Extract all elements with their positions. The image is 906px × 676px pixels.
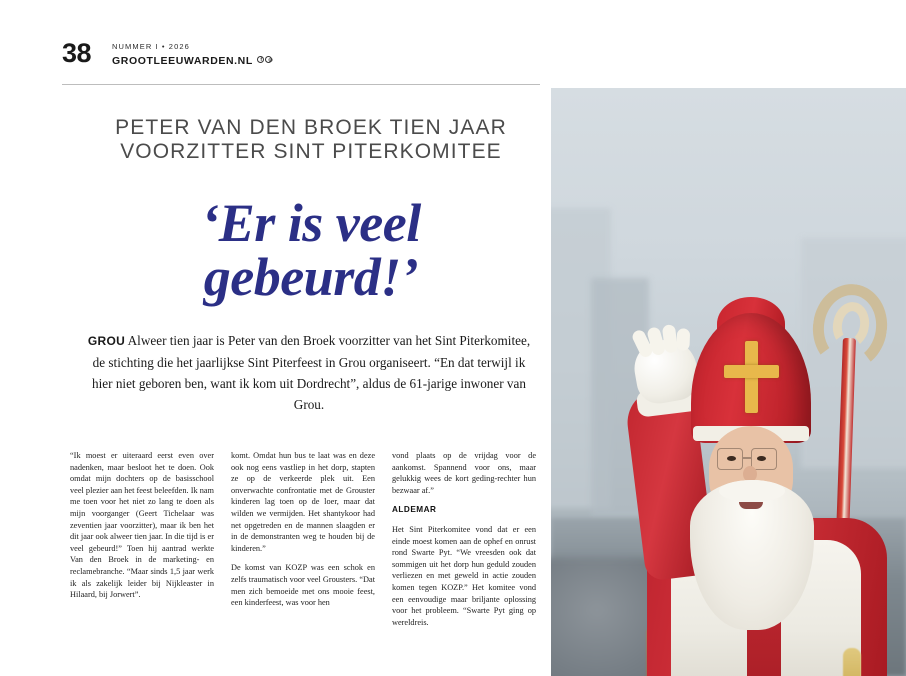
brand-name: GROOTLEEUWARDEN.NL <box>112 55 253 67</box>
social-icons <box>257 54 273 67</box>
header-meta <box>112 42 273 68</box>
folio-number: 38 <box>62 38 92 68</box>
brand-line <box>112 54 273 68</box>
article-headline <box>96 193 526 307</box>
headline-line-2: gebeurd!’ <box>203 247 419 307</box>
red-mitre <box>691 313 811 443</box>
gold-cross-icon <box>724 365 779 378</box>
article-body <box>70 450 538 676</box>
paragraph: vond plaats op de vrijdag voor de aankomst. Spannend voor ons, maar gelukkig wees de kort geding-rechter hun bezwaar af.” <box>392 451 536 495</box>
kicker-line-1: PETER VAN DEN BROEK TIEN JAAR <box>115 116 507 139</box>
body-column-1 <box>70 450 214 676</box>
instagram-icon: ◎ <box>265 56 272 63</box>
header-divider <box>62 84 540 85</box>
body-column-3 <box>392 450 536 676</box>
paragraph: “Ik moest er uiteraard eerst even over nadenken, maar besloot het te doen. Ook omdat mijn dochters op de basisschool veel plezier aan het feest beleefden. Ik nam me toen voor het niet zo lang te doen als mijn voorganger (Geert Tichelaar was zeventien jaar voorzitter), maar ik ben het dit jaar ook alweer tien jaar. In die tijd is er veel gebeurd!” Toen hij aantrad werkte Van den Broek in de marketing- en reclamebranche. “Maar sinds 1,5 jaar werk ik als zakelijk leider bij Nijkleaster in Hilaard, bij Jorwert”. <box>70 451 214 600</box>
body-column-2 <box>231 450 375 676</box>
paragraph: Het Sint Piterkomitee vond dat er een einde moest komen aan de ophef en onrust rond Swarte Pyt. “We vreesden ook dat sommigen uit het dorp hun geduld zouden verliezen en met geweld in actie zouden komen tegen KOZP.” Het komitee vond een eenvoudige maar briljante oplossing voor het probleem. “Swarte Pyt ging op wereldreis. <box>392 524 536 627</box>
intro-city: GROU <box>87 334 126 348</box>
glove-thumb <box>676 328 690 350</box>
sinterklaas-photo <box>551 88 906 676</box>
article-kicker <box>96 116 526 164</box>
eye <box>757 456 766 461</box>
eye <box>727 456 736 461</box>
mouth <box>739 502 763 509</box>
intro-text: Alweer tien jaar is Peter van den Broek voorzitter van het Sint Piterkomitee, de stichting die het jaarlijkse Sint Piterfeest in Grou organiseert. “En dat terwijl ik hier niet geboren ben, want ik kom uit Dordrecht”, aldus de 61-jarige inwoner van Grou. <box>92 333 531 412</box>
headline-line-1: ‘Er is veel <box>201 193 421 253</box>
page-header <box>62 38 522 78</box>
paragraph: komt. Omdat hun bus te laat was en deze ook nog eens vastliep in het dorp, stapten ze op de verkeerde plek uit. Een onverwachte confrontatie met de Grouster kinderen lag toen op de loer, maar dat wilden we vermijden. Het shantykoor had net opgetreden en de mannen slaagden er in de demonstranten weg te houden bij de kinderen.” <box>231 451 375 553</box>
paragraph: De komst van KOZP was een schok en zelfs traumatisch voor veel Grousters. “Dat men zich bemoeide met ons mooie feest, een kinderfeest, was voor hen <box>231 563 375 608</box>
gold-tassel <box>843 648 861 676</box>
issue-line: NUMMER I • 2026 <box>112 42 190 51</box>
eyeglass-bridge <box>743 457 751 459</box>
section-subhead: ALDEMAR <box>392 505 437 515</box>
kicker-line-2: VOORZITTER SINT PITERKOMITEE <box>120 140 502 163</box>
moustache <box>719 480 785 502</box>
facebook-icon: f <box>257 56 264 63</box>
article-intro <box>84 330 534 415</box>
